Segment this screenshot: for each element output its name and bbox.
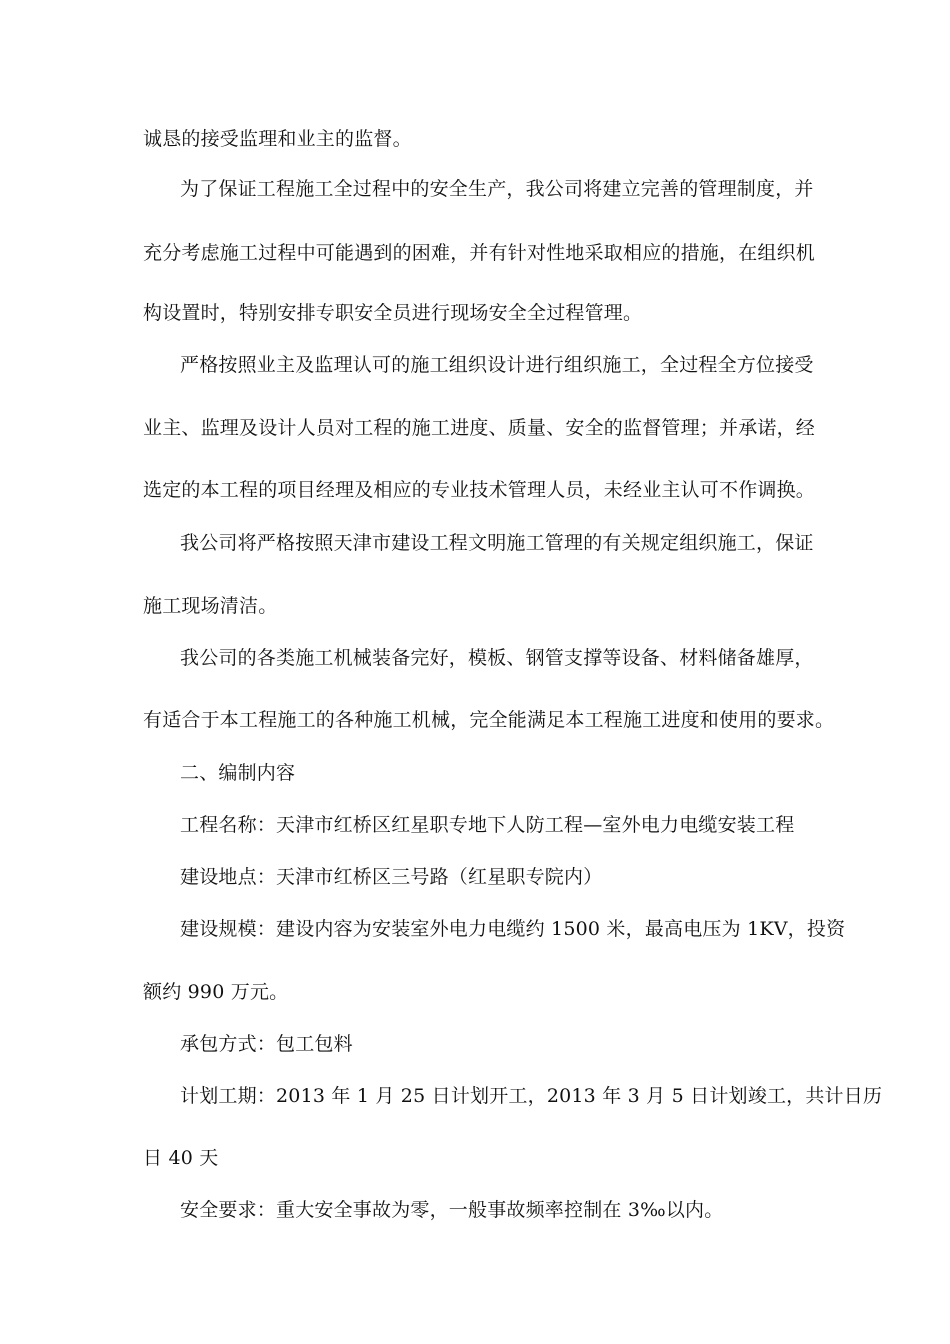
paragraph-line: 有适合于本工程施工的各种施工机械，完全能满足本工程施工进度和使用的要求。 bbox=[143, 709, 835, 731]
schedule-line-continued: 日 40 天 bbox=[143, 1147, 219, 1169]
project-location-line: 建设地点：天津市红桥区三号路（红星职专院内） bbox=[180, 866, 603, 888]
paragraph-line: 诚恳的接受监理和业主的监督。 bbox=[143, 128, 412, 150]
paragraph-line: 我公司将严格按照天津市建设工程文明施工管理的有关规定组织施工，保证 bbox=[180, 532, 814, 554]
contract-method-line: 承包方式：包工包料 bbox=[180, 1033, 353, 1055]
project-name-line: 工程名称：天津市红桥区红星职专地下人防工程—室外电力电缆安装工程 bbox=[180, 814, 795, 836]
project-scale-line: 建设规模：建设内容为安装室外电力电缆约 1500 米，最高电压为 1KV，投资 bbox=[180, 918, 846, 940]
project-scale-line-continued: 额约 990 万元。 bbox=[143, 981, 289, 1003]
paragraph-line: 我公司的各类施工机械装备完好，模板、钢管支撑等设备、材料储备雄厚， bbox=[180, 647, 814, 669]
paragraph-line: 构设置时，特别安排专职安全员进行现场安全全过程管理。 bbox=[143, 302, 643, 324]
paragraph-line: 严格按照业主及监理认可的施工组织设计进行组织施工，全过程全方位接受 bbox=[180, 354, 814, 376]
paragraph-line: 充分考虑施工过程中可能遇到的困难，并有针对性地采取相应的措施，在组织机 bbox=[143, 242, 816, 264]
paragraph-line: 选定的本工程的项目经理及相应的专业技术管理人员，未经业主认可不作调换。 bbox=[143, 479, 816, 501]
paragraph-line: 为了保证工程施工全过程中的安全生产，我公司将建立完善的管理制度，并 bbox=[180, 178, 814, 200]
paragraph-line: 业主、监理及设计人员对工程的施工进度、质量、安全的监督管理；并承诺，经 bbox=[143, 417, 816, 439]
safety-requirement-line: 安全要求：重大安全事故为零，一般事故频率控制在 3‰以内。 bbox=[180, 1199, 724, 1221]
schedule-line: 计划工期：2013 年 1 月 25 日计划开工，2013 年 3 月 5 日计划竣工，共计日历 bbox=[180, 1085, 883, 1107]
paragraph-line: 施工现场清洁。 bbox=[143, 595, 278, 617]
section-heading: 二、编制内容 bbox=[180, 762, 296, 784]
